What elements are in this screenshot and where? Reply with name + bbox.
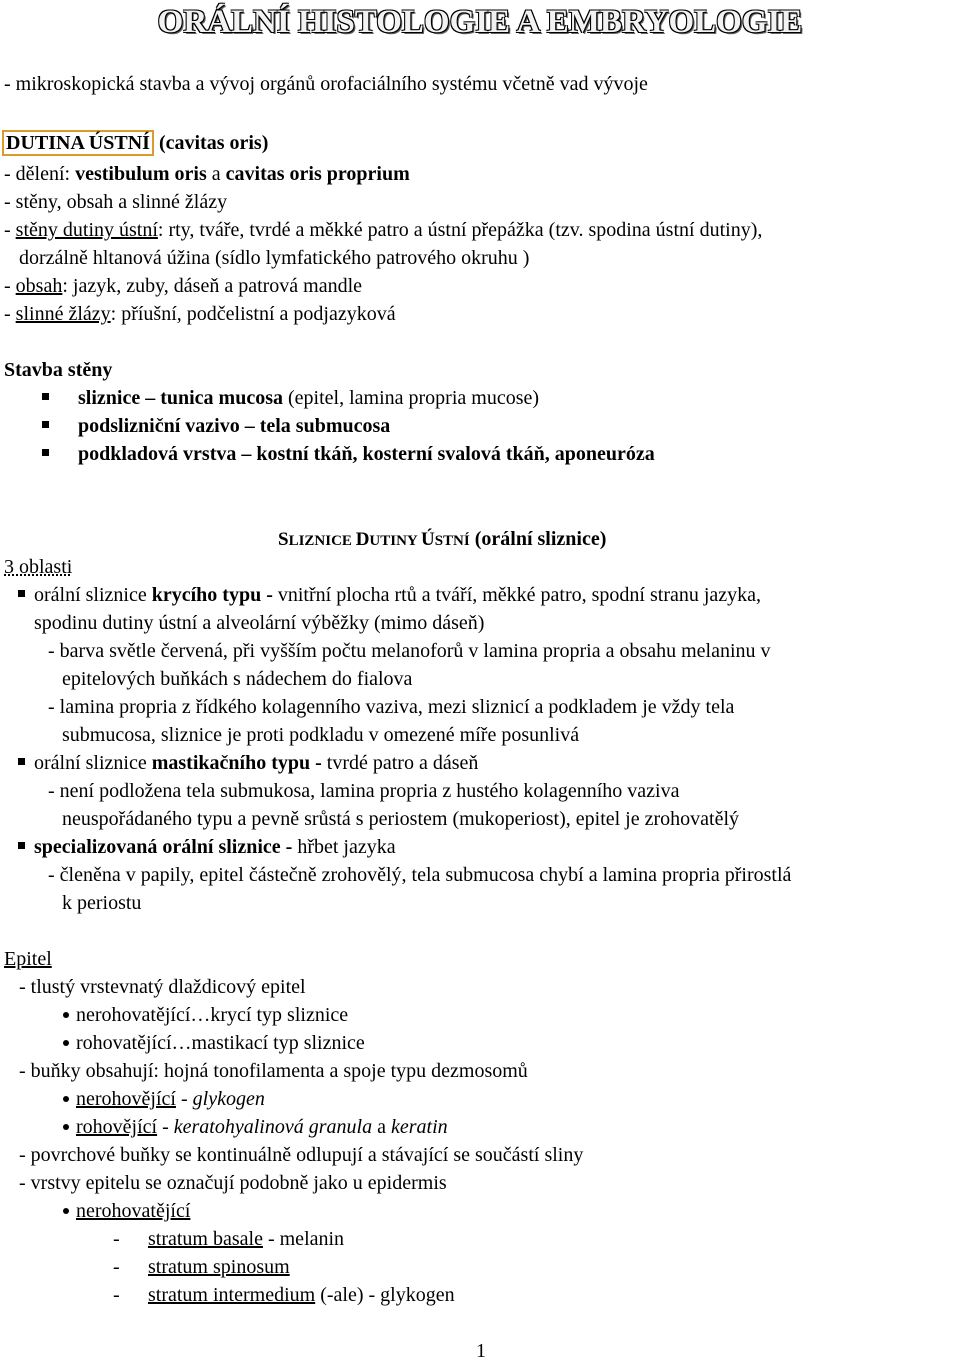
round-bullet-icon (63, 1208, 69, 1214)
steny-label: stěny dutiny ústní (15, 219, 158, 241)
steny-obsah-line: - stěny, obsah a slinné žlázy (4, 191, 228, 213)
epitel-line-3: - povrchové buňky se kontinuálně odlupují a stávající se součástí sliny (19, 1144, 584, 1166)
deleni-cavitas: cavitas oris proprium (225, 163, 410, 185)
sc-letter: Ú (420, 529, 435, 550)
square-bullet-icon (42, 421, 49, 428)
page-number: 1 (476, 1340, 486, 1362)
spec-bold: specializovaná orální sliznice - (34, 836, 293, 858)
zlazy-label: slinné žlázy (15, 303, 111, 325)
mastikacni-line (34, 749, 478, 777)
zlazy-text: : příušní, podčelistní a podjazyková (110, 303, 396, 325)
deleni-prefix: - dělení: (4, 163, 76, 185)
epitel-bullet-5: nerohovatějící (76, 1200, 191, 1222)
stavba-item: podkladová vrstva – kostní tkáň, kosterní svalová tkáň, aponeuróza (78, 443, 655, 465)
specializovana-line (34, 833, 396, 861)
stavba-heading: Stavba stěny (4, 359, 113, 381)
kryci-line (34, 581, 761, 609)
kryci-sub-2: - lamina propria z řídkého kolagenního vaziva, mezi sliznicí a podkladem je vždy tela (48, 696, 735, 718)
sc-letter: S (278, 529, 289, 550)
epitel-bullet-2: rohovatějící…mastikací typ sliznice (76, 1032, 365, 1054)
obsah-line (4, 272, 362, 300)
b4-italic-2: keratin (390, 1116, 448, 1138)
round-bullet-icon (63, 1040, 69, 1046)
epitel-bullet-3 (76, 1085, 265, 1113)
obsah-text: : jazyk, zuby, dáseň a patrová mandle (62, 275, 363, 297)
round-bullet-icon (63, 1096, 69, 1102)
dutina-heading-line (4, 129, 268, 157)
steny-line-2: dorzálně hltanová úžina (sídlo lymfatického patrového okruhu ) (19, 247, 530, 269)
document-title: ORÁLNÍ HISTOLOGIE A EMBRYOLOGIE (157, 4, 803, 40)
epitel-line-2: - buňky obsahují: hojná tonofilamenta a spoje typu dezmosomů (19, 1060, 528, 1082)
spec-sub-1b: k periostu (62, 892, 142, 914)
obsah-label: obsah (15, 275, 63, 297)
sc-rest: UTINY (369, 533, 421, 549)
mast-sub-1b: neuspořádaného typu a pevně srůstá s periostem (mukoperiost), epitel je zrohovatělý (62, 808, 740, 830)
epitel-bullet-4 (76, 1113, 448, 1141)
mast-sub-1: - není podložena tela submukosa, lamina propria z hustého kolagenního vaziva (48, 780, 680, 802)
epitel-line-1: - tlustý vrstevnatý dlaždicový epitel (19, 976, 306, 998)
stratum-intermedium-line (148, 1281, 455, 1309)
epitel-line-4: - vrstvy epitelu se označují podobně jako u epidermis (19, 1172, 447, 1194)
stratum-basale: stratum basale (148, 1228, 263, 1250)
subtitle: - mikroskopická stavba a vývoj orgánů orofaciálního systému včetně vad vývoje (4, 73, 648, 95)
kryci-bold: krycího typu - (151, 584, 273, 606)
stratum-spinosum: stratum spinosum (148, 1256, 290, 1278)
steny-dash: - (4, 219, 16, 241)
b3-mid: - (175, 1088, 193, 1110)
deleni-vestibulum: vestibulum oris (75, 163, 207, 185)
sliznice-heading-suffix: (orální sliznice) (469, 528, 607, 550)
stratum-basale-rest: - melanin (262, 1228, 345, 1250)
stavba-item-rest: (epitel, lamina propria mucose) (283, 387, 540, 409)
obsah-dash: - (4, 275, 16, 297)
b3-underlined: nerohovějící (76, 1088, 176, 1110)
b3-italic: glykogen (192, 1088, 265, 1110)
oblasti-label: 3 oblasti (4, 556, 73, 578)
zlazy-line (4, 300, 396, 328)
b4-and: a (372, 1116, 391, 1138)
kryci-sub-1b: epitelových buňkách s nádechem do fialova (62, 668, 413, 690)
square-bullet-icon (18, 590, 25, 597)
stratum-intermedium-rest: (-ale) - glykogen (315, 1284, 455, 1306)
deleni-mid: a (206, 163, 226, 185)
deleni-line (4, 160, 410, 188)
stratum-spinosum-line (148, 1253, 290, 1281)
kryci-line-2: spodinu dutiny ústní a alveolární výběžky (mimo dáseň) (34, 612, 485, 634)
round-bullet-icon (63, 1012, 69, 1018)
round-bullet-icon (63, 1124, 69, 1130)
b4-mid: - (157, 1116, 174, 1138)
sc-rest: LIZNICE (288, 533, 356, 549)
b4-italic: keratohyalinová granula (173, 1116, 373, 1138)
square-bullet-icon (42, 449, 49, 456)
spec-text: hřbet jazyka (292, 836, 396, 858)
b4-underlined: rohovějící (76, 1116, 158, 1138)
sc-letter: D (355, 529, 370, 550)
square-bullet-icon (42, 393, 49, 400)
mast-text: tvrdé patro a dáseň (321, 752, 479, 774)
mast-pre: orální sliznice (34, 752, 152, 774)
mast-bold: mastikačního typu - (151, 752, 322, 774)
stratum-dash: - (113, 1256, 120, 1278)
stavba-item: podslizniční vazivo – tela submucosa (78, 415, 391, 437)
kryci-sub-1: - barva světle červená, při vyšším počtu melanoforů v lamina propria a obsahu melaninu v (48, 640, 771, 662)
kryci-text: vnitřní plocha rtů a tváří, měkké patro, spodní stranu jazyka, (272, 584, 762, 606)
stratum-basale-line (148, 1225, 344, 1253)
epitel-bullet-1: nerohovatějící…krycí typ sliznice (76, 1004, 349, 1026)
spec-sub-1: - členěna v papily, epitel částečně zrohovělý, tela submucosa chybí a lamina propria přirostlá (48, 864, 792, 886)
steny-line (4, 216, 762, 244)
stavba-item-bold: sliznice – tunica mucosa (78, 387, 283, 409)
epitel-heading: Epitel (4, 948, 52, 970)
dutina-heading: DUTINA ÚSTNÍ (2, 130, 154, 156)
sc-rest: STNÍ (434, 533, 470, 549)
kryci-pre: orální sliznice (34, 584, 152, 606)
stavba-item (78, 384, 539, 412)
zlazy-dash: - (4, 303, 16, 325)
square-bullet-icon (18, 758, 25, 765)
stratum-dash: - (113, 1228, 120, 1250)
dutina-heading-suffix: (cavitas oris) (153, 132, 269, 154)
kryci-sub-2b: submucosa, sliznice je proti podkladu v omezené míře posunlivá (62, 724, 580, 746)
steny-text: : rty, tváře, tvrdé a měkké patro a ústní přepážka (tzv. spodina ústní dutiny), (157, 219, 763, 241)
stratum-intermedium: stratum intermedium (148, 1284, 316, 1306)
sliznice-heading (278, 525, 606, 555)
square-bullet-icon (18, 842, 25, 849)
stratum-dash: - (113, 1284, 120, 1306)
